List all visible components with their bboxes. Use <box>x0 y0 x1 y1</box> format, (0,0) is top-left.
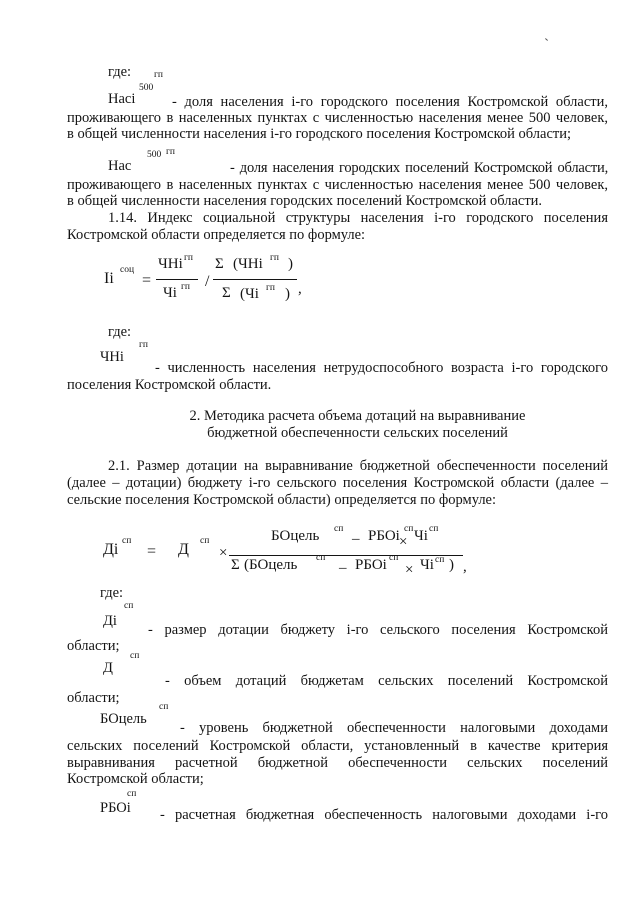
formula1-frac-b-num-sigma: Σ <box>215 256 224 272</box>
formula1-equals: = <box>142 272 152 289</box>
formula1-frac-a-num: ЧНi <box>158 256 183 272</box>
formula2-den-b-sup: сп <box>389 553 399 563</box>
formula1-frac-b-den-sigma: Σ <box>222 285 231 301</box>
formula2-lhs: Дi <box>103 541 119 558</box>
item-2-1-line-3: сельские поселения Костромской области) определяется по формуле: <box>67 492 497 508</box>
term-bocel-sup: сп <box>159 702 169 712</box>
formula2-num-b: РБОi <box>368 528 400 544</box>
term-di-sup: сп <box>124 601 134 611</box>
formula2-fraction-bar <box>229 555 463 556</box>
nas-symbol: Нас <box>108 158 132 174</box>
formula1-frac-a-den: Чi <box>163 285 177 301</box>
term-bocel-line-2: сельских поселений Костромской области, установленный в качестве критерия <box>67 738 608 754</box>
formula1-frac-b-num-close: ) <box>288 256 293 272</box>
term-d-line-2: области; <box>67 690 120 706</box>
nas-i-line-1: - доля населения i-го городского поселения Костромской области, <box>172 94 608 110</box>
formula2-num-minus: – <box>352 531 360 547</box>
formula1-frac-b-den-sup: гп <box>266 283 275 293</box>
section-heading-line-1: 2. Методика расчета объема дотаций на выравнивание <box>189 408 526 424</box>
nas-i-index-gp: гп <box>154 70 163 80</box>
formula2-num-a: БОцель <box>271 528 320 544</box>
formula2-den-a-sup: сп <box>316 553 326 563</box>
scan-mark <box>545 38 548 41</box>
term-bocel-line-3: выравнивания расчетной бюджетной обеспеченности сельских поселений <box>67 755 608 771</box>
term-bocel-symbol: БОцель <box>100 711 147 727</box>
formula1-frac-b-den-close: ) <box>285 286 290 302</box>
where-label: где: <box>108 324 132 340</box>
term-d-line-1: - объем дотаций бюджетам сельских поселений Костромской <box>165 673 608 689</box>
chni-index-gp: гп <box>139 340 148 350</box>
term-rboi-sup: сп <box>127 789 137 799</box>
formula2-num-b-sup: сп <box>404 524 414 534</box>
item-2-1-line-2: (далее – дотации) бюджету i-го сельского поселения Костромской области (далее – <box>67 475 608 491</box>
formula2-den-b: РБОi <box>355 557 387 573</box>
nas-line-3: в общей численности населения городских поселений Костромской области. <box>67 193 543 209</box>
where-label: где: <box>108 64 132 80</box>
nas-index-500: 500 <box>147 150 162 160</box>
term-di-line-2: области; <box>67 638 120 654</box>
term-di-symbol: Дi <box>103 613 117 629</box>
formula2-lhs-sup: сп <box>122 536 132 546</box>
formula2-den-times: × <box>405 562 414 578</box>
formula1-frac-a-den-sup: гп <box>181 282 190 292</box>
nas-i-line-3: в общей численности населения i-го городского поселения Костромской области; <box>67 126 572 142</box>
chni-line-1: - численность населения нетрудоспособного возраста i-го городского <box>155 360 608 376</box>
term-rboi-line-1: - расчетная бюджетная обеспеченность налоговыми доходами i-го <box>160 807 608 823</box>
formula2-total: Д <box>178 541 189 558</box>
term-rboi-symbol: РБОi <box>100 800 131 816</box>
formula2-den-close: ) <box>449 557 454 573</box>
formula2-den-c: Чi <box>420 557 434 573</box>
formula2-num-c-sup: сп <box>429 524 439 534</box>
chni-line-2: поселения Костромской области. <box>67 377 272 393</box>
formula2-times: × <box>219 545 228 561</box>
formula1-frac-a-num-sup: гп <box>184 253 193 263</box>
nas-index-gp: гп <box>166 147 175 157</box>
formula1-lhs-sup: соц <box>120 265 135 275</box>
formula2-den-open: (БОцель <box>244 557 298 573</box>
item-1-14-line-1: 1.14. Индекс социальной структуры населения i-го городского поселения <box>108 210 608 226</box>
nas-i-symbol: Насi <box>108 91 136 107</box>
formula2-trailing-comma: , <box>463 559 467 575</box>
formula2-num-c: Чi <box>414 528 428 544</box>
term-d-symbol: Д <box>103 660 113 676</box>
item-1-14-line-2: Костромской области определяется по формуле: <box>67 227 366 243</box>
chni-symbol: ЧНi <box>100 349 124 365</box>
formula2-total-sup: сп <box>200 536 210 546</box>
formula1-trailing-comma: , <box>298 281 302 297</box>
formula2-equals: = <box>147 543 157 560</box>
formula2-num-a-sup: сп <box>334 524 344 534</box>
formula1-fraction-bar-a <box>156 279 198 280</box>
formula2-den-sigma: Σ <box>231 557 240 573</box>
term-di-line-1: - размер дотации бюджету i-го сельского поселения Костромской <box>148 622 608 638</box>
nas-line-1: - доля населения городских поселений Костромской области, <box>230 160 608 176</box>
formula2-den-c-sup: сп <box>435 555 445 565</box>
formula2-num-times: × <box>399 534 408 550</box>
item-2-1-line-1: 2.1. Размер дотации на выравнивание бюджетной обеспеченности поселений <box>108 458 608 474</box>
formula1-frac-b-den-open: (Чi <box>240 286 259 302</box>
formula1-divide: / <box>205 273 210 290</box>
formula1-frac-b-num-open: (ЧНi <box>233 256 263 272</box>
formula1-frac-b-num-sup: гп <box>270 253 279 263</box>
nas-i-line-2: проживающего в населенных пунктах с численностью населения менее 500 человек, <box>67 110 608 126</box>
nas-line-2: проживающего в населенных пунктах с численностью населения менее 500 человек, <box>67 177 608 193</box>
where-label: где: <box>100 585 124 601</box>
nas-i-index-500: 500 <box>139 83 154 93</box>
formula2-den-minus: – <box>339 560 347 576</box>
section-heading-line-2: бюджетной обеспеченности сельских поселений <box>207 425 508 441</box>
term-bocel-line-4: Костромской области; <box>67 771 204 787</box>
term-bocel-line-1: - уровень бюджетной обеспеченности налоговыми доходами <box>180 720 608 736</box>
formula1-lhs: Ii <box>104 270 114 287</box>
formula1-fraction-bar-b <box>213 279 297 280</box>
term-d-sup: сп <box>130 651 140 661</box>
